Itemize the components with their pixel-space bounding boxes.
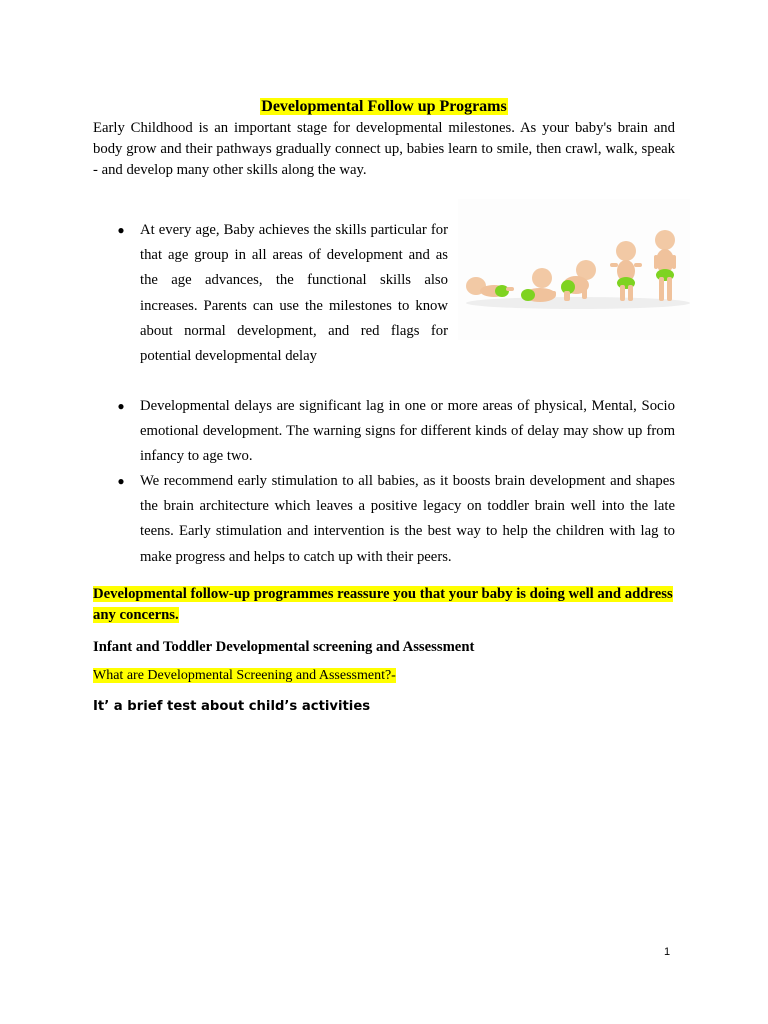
- bullet-text: We recommend early stimulation to all babies, as it boosts brain development and shapes the brain architecture which leaves a positive legacy on toddler brain well into the late teens. Early stimulation and intervention is the best way to help the children with lag to make progress and helps to catch up with their peers.: [140, 473, 675, 565]
- question-line: [93, 666, 396, 686]
- page-number: 1: [664, 946, 671, 958]
- baby-growth-stages-illustration: [458, 199, 690, 340]
- answer-line: It’ a brief test about child’s activities: [93, 699, 371, 714]
- highlight-paragraph: [93, 584, 675, 626]
- bullet-marker: ●: [117, 399, 125, 413]
- section-subheading: Infant and Toddler Developmental screening and Assessment: [93, 639, 475, 655]
- highlight-paragraph-text: Developmental follow-up programmes reassure you that your baby is doing well and address any concerns.: [93, 586, 673, 623]
- baby-tummy-icon: [521, 268, 556, 302]
- bullet-text: At every age, Baby achieves the skills particular for that age group in all areas of development and as the age advances, the functional skills also increases. Parents can use the milestones to know about normal development, and red flags for potential developmental delay: [140, 222, 448, 365]
- baby-standing-icon: [610, 241, 642, 301]
- baby-lying-icon: [466, 277, 514, 297]
- page-title-text: Developmental Follow up Programs: [261, 97, 507, 115]
- baby-crawling-icon: [561, 260, 596, 301]
- intro-paragraph: Early Childhood is an important stage for developmental milestones. As your baby's brain and body grow and their pathways gradually connect up, babies learn to smile, then crawl, walk, speak - and develop many other skills along the way.: [93, 120, 675, 178]
- baby-growth-stages-image: [458, 199, 690, 340]
- bullet-text: Developmental delays are significant lag in one or more areas of physical, Mental, Socio emotional development. The warning signs for different kinds of delay may show up from infancy to age two.: [140, 398, 675, 465]
- bullet-marker: ●: [117, 223, 125, 237]
- question-text: What are Developmental Screening and Assessment?-: [93, 668, 396, 683]
- page-title: [0, 97, 768, 117]
- bullet-marker: ●: [117, 474, 125, 488]
- baby-walking-icon: [654, 230, 676, 301]
